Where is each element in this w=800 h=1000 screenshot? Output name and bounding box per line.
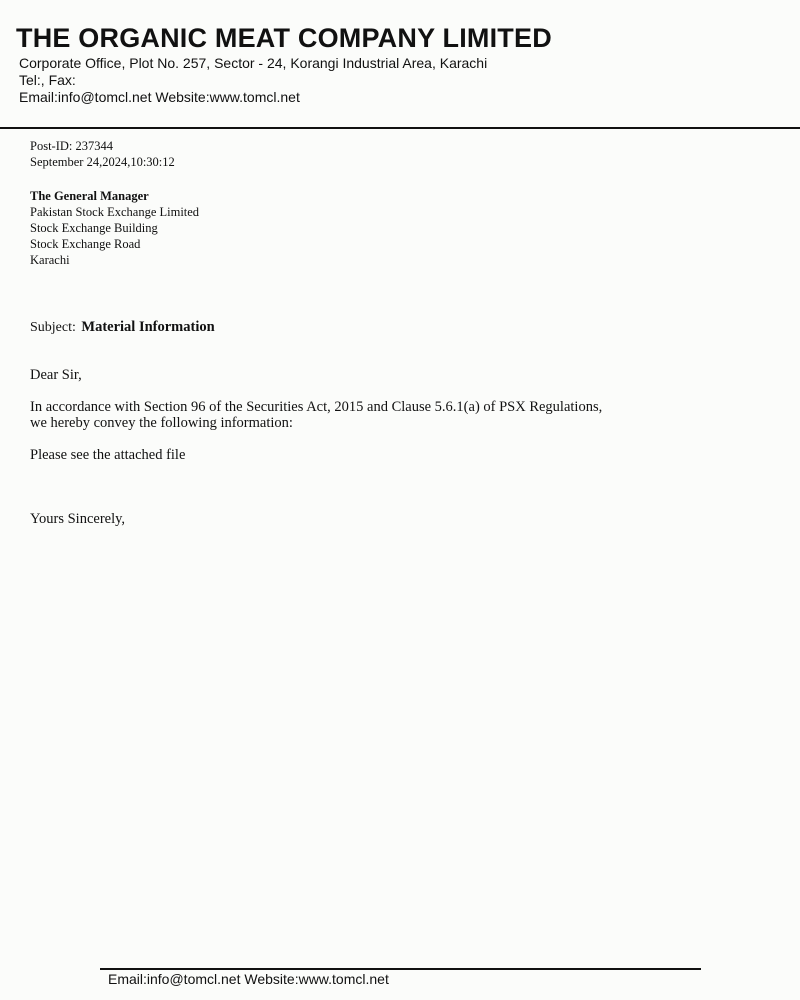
letterhead (0, 0, 800, 129)
post-id: Post-ID: 237344 (30, 139, 113, 153)
subject-line (30, 318, 215, 337)
subject-text: Material Information (81, 319, 215, 335)
company-address: Corporate Office, Plot No. 257, Sector - 24, Korangi Industrial Area, Karachi (19, 55, 488, 71)
footer-divider (100, 968, 701, 970)
body-paragraph-line: we hereby convey the following information: (30, 415, 293, 431)
company-tel-fax: Tel:, Fax: (19, 72, 76, 88)
recipient-title: The General Manager (30, 189, 149, 203)
recipient-block (30, 188, 199, 268)
recipient-line: Karachi (30, 253, 70, 267)
recipient-line: Stock Exchange Building (30, 221, 158, 235)
post-datetime: September 24,2024,10:30:12 (30, 155, 175, 169)
body-paragraph (30, 399, 602, 431)
closing: Yours Sincerely, (30, 511, 126, 527)
body-paragraph-line: In accordance with Section 96 of the Securities Act, 2015 and Clause 5.6.1(a) of PSX Regulations, (30, 399, 603, 415)
salutation: Dear Sir, (30, 367, 82, 383)
subject-label: Subject: (30, 320, 76, 335)
footer-contact: Email:info@tomcl.net Website:www.tomcl.net (108, 971, 389, 987)
recipient-line: Stock Exchange Road (30, 237, 141, 251)
company-contact: Email:info@tomcl.net Website:www.tomcl.net (19, 89, 300, 105)
company-name: THE ORGANIC MEAT COMPANY LIMITED (16, 23, 552, 53)
recipient-line: Pakistan Stock Exchange Limited (30, 205, 200, 219)
attachment-note: Please see the attached file (30, 447, 186, 463)
